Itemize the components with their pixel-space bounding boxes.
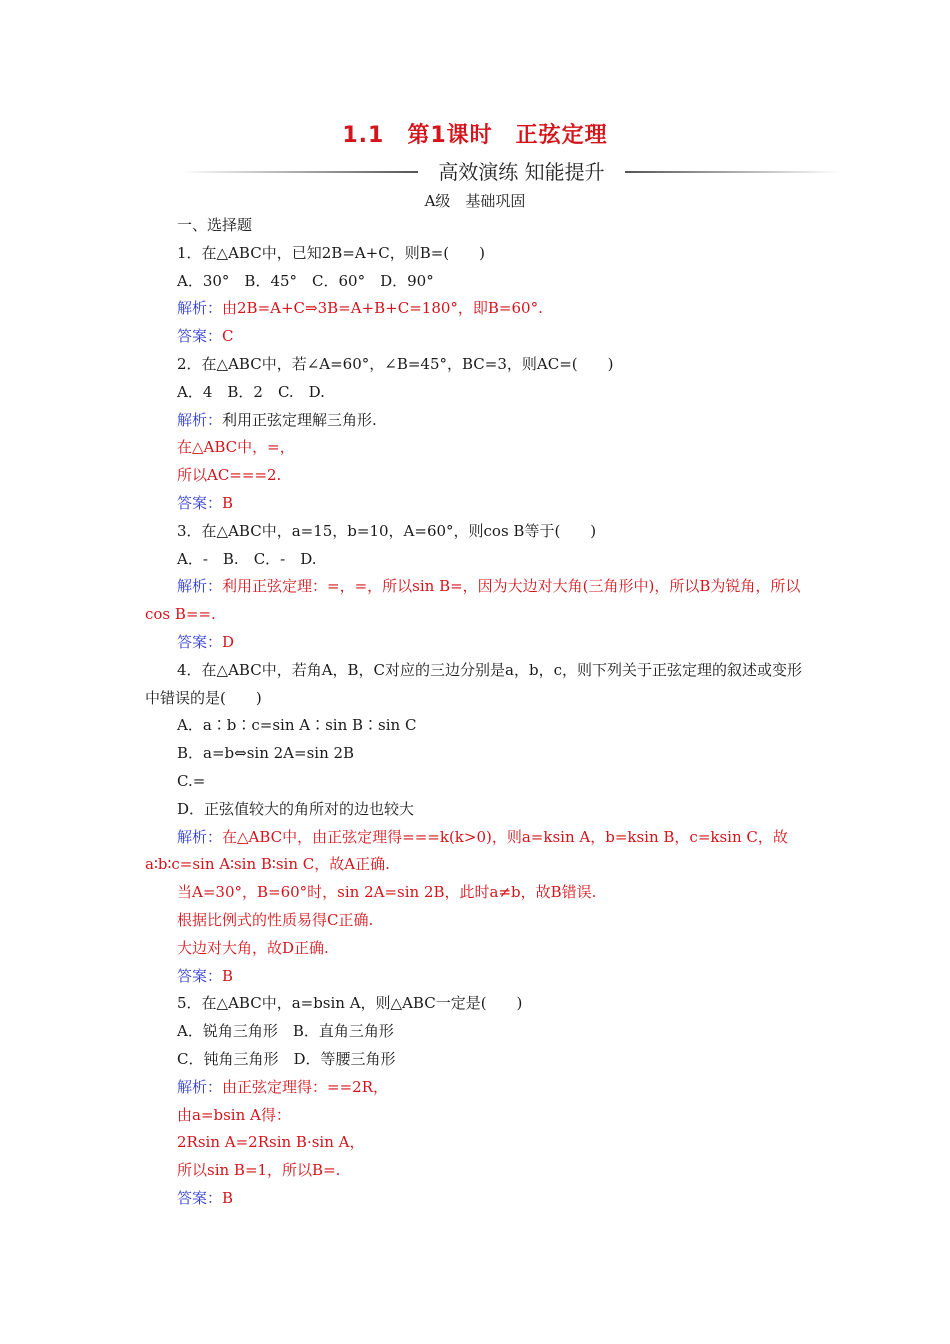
line-label: 解析： <box>177 410 223 429</box>
line-text: B <box>222 493 234 512</box>
text-line <box>145 657 810 713</box>
line-text: 当A=30°，B=60°时，sin 2A=sin 2B，此时a≠b，故B错误. <box>177 883 597 902</box>
text-line <box>145 351 810 379</box>
section-banner <box>180 156 840 186</box>
line-label: 答案： <box>177 966 223 985</box>
text-line <box>145 462 810 490</box>
line-text: 由2B=A+C⇒3B=A+B+C=180°，即B=60°. <box>222 299 543 318</box>
line-label: 答案： <box>177 327 223 346</box>
line-text: D <box>222 632 235 651</box>
line-text: B．a=b⇔sin 2A=sin 2B <box>177 744 355 763</box>
text-line <box>145 1046 810 1074</box>
line-text: 利用正弦定理解三角形. <box>222 410 377 429</box>
line-text: A．30° B．45° C．60° D．90° <box>177 271 434 290</box>
text-line <box>145 407 810 435</box>
text-line <box>145 1018 810 1046</box>
banner-divider-left <box>180 171 418 173</box>
line-label: 答案： <box>177 1188 223 1207</box>
text-line <box>145 768 810 796</box>
line-text: A．a∶b∶c=sin A∶sin B∶sin C <box>177 716 417 735</box>
text-line <box>145 907 810 935</box>
text-line <box>145 212 810 240</box>
line-label: 答案： <box>177 493 223 512</box>
line-text: A．锐角三角形 B．直角三角形 <box>177 1022 394 1041</box>
text-line <box>145 1157 810 1185</box>
line-text: 2．在△ABC中，若∠A=60°，∠B=45°，BC=3，则AC=( ) <box>177 354 614 373</box>
text-line <box>145 546 810 574</box>
text-line <box>145 796 810 824</box>
text-line <box>145 518 810 546</box>
text-line <box>145 990 810 1018</box>
line-text: 所以AC===2. <box>177 466 282 485</box>
text-line <box>145 240 810 268</box>
line-label: 解析： <box>177 827 223 846</box>
line-text: 利用正弦定理：=，=，所以sin B=，因为大边对大角(三角形中)，所以B为锐角，所以cos B==. <box>145 577 801 624</box>
line-text: 在△ABC中，由正弦定理得===k(k>0)，则a=ksin A，b=ksin B，c=ksin C，故a∶b∶c=sin A∶sin B∶sin C，故A正确. <box>145 827 788 874</box>
text-line <box>145 434 810 462</box>
banner-text: 高效演练 知能提升 <box>438 160 605 184</box>
line-text: A．4 B．2 C. D. <box>177 382 325 401</box>
text-line <box>145 295 810 323</box>
text-line <box>145 573 810 629</box>
line-label: 答案： <box>177 632 223 651</box>
line-text: C．钝角三角形 D．等腰三角形 <box>177 1049 396 1068</box>
line-text: D．正弦值较大的角所对的边也较大 <box>177 799 415 818</box>
text-line <box>145 629 810 657</box>
line-text: 2Rsin A=2Rsin B·sin A， <box>177 1133 365 1152</box>
text-line <box>145 879 810 907</box>
exercise-content <box>145 212 810 1213</box>
line-text: 所以sin B=1，所以B=. <box>177 1161 341 1180</box>
text-line <box>145 1129 810 1157</box>
line-text: 1．在△ABC中，已知2B=A+C，则B=( ) <box>177 243 485 262</box>
page-title: 1.1 第1课时 正弦定理 <box>342 123 608 148</box>
line-text: 4．在△ABC中，若角A，B，C对应的三边分别是a，b，c，则下列关于正弦定理的叙述或变形中错误的是( ) <box>145 660 802 707</box>
line-text: 一、选择题 <box>177 216 253 234</box>
line-text: C <box>222 327 234 346</box>
line-text: 3．在△ABC中，a=15，b=10，A=60°，则cos B等于( ) <box>177 521 597 540</box>
text-line <box>145 1074 810 1102</box>
text-line <box>145 268 810 296</box>
line-text: B <box>222 1188 234 1207</box>
line-label: 解析： <box>177 299 223 318</box>
text-line <box>145 379 810 407</box>
line-label: 解析： <box>177 577 223 596</box>
line-text: 由正弦定理得：==2R， <box>222 1077 388 1096</box>
line-text: B <box>222 966 234 985</box>
line-text: 5．在△ABC中，a=bsin A，则△ABC一定是( ) <box>177 994 523 1013</box>
text-line <box>145 1102 810 1130</box>
line-text: A．- B. C．- D. <box>177 549 317 568</box>
line-text: 根据比例式的性质易得C正确. <box>177 910 374 929</box>
text-line <box>145 1185 810 1213</box>
line-text: 由a=bsin A得： <box>177 1105 291 1124</box>
text-line <box>145 824 810 880</box>
text-line <box>145 323 810 351</box>
text-line <box>145 935 810 963</box>
text-line <box>145 740 810 768</box>
line-text: 在△ABC中，=， <box>177 438 295 457</box>
text-line <box>145 963 810 991</box>
text-line <box>145 490 810 518</box>
line-text: 大边对大角，故D正确. <box>177 938 329 957</box>
level-heading: A级 基础巩固 <box>424 192 526 210</box>
line-label: 解析： <box>177 1077 223 1096</box>
text-line <box>145 712 810 740</box>
banner-divider-right <box>625 171 840 173</box>
line-text: C.= <box>177 771 206 790</box>
